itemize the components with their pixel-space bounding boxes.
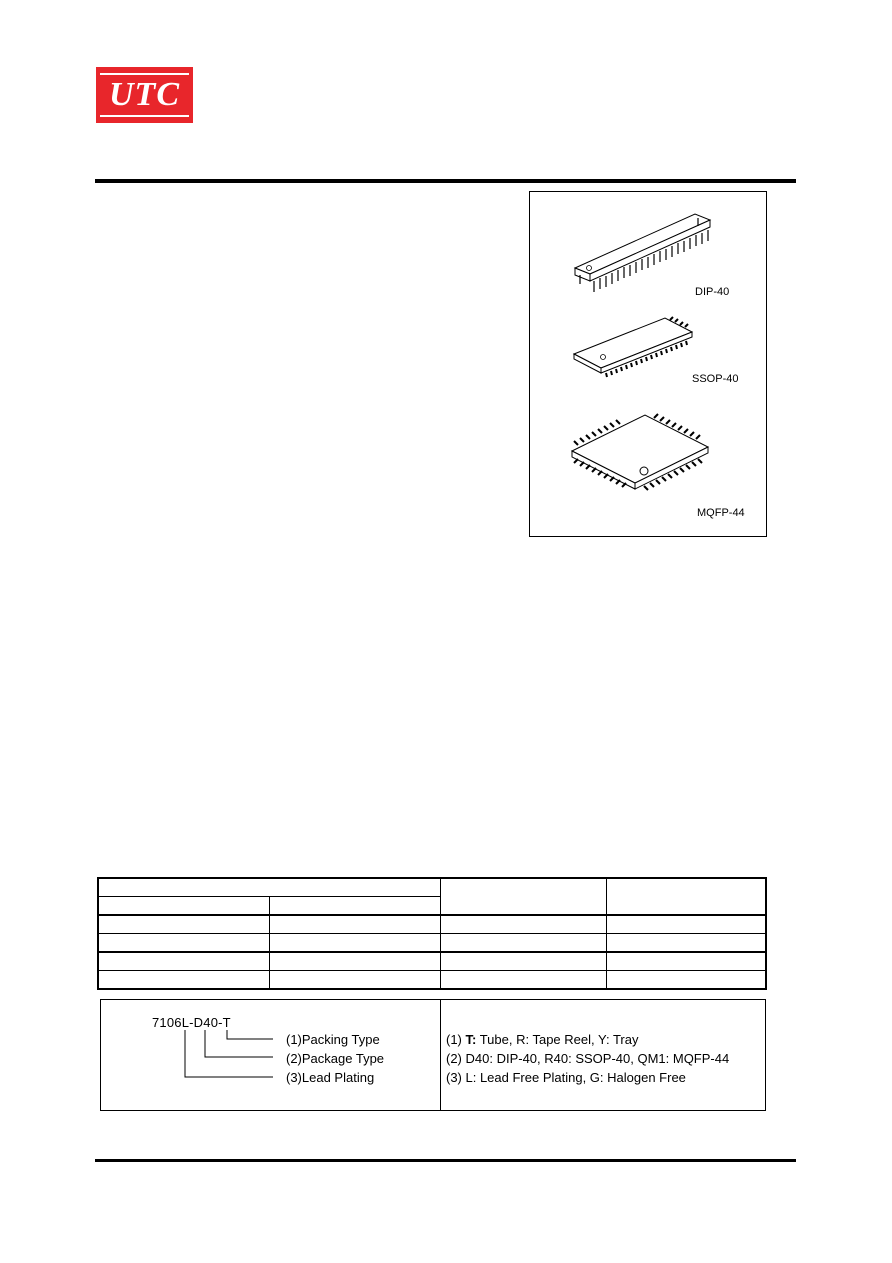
table-row (98, 971, 766, 990)
legend-package-type: (2)Package Type (286, 1051, 385, 1066)
note-rest: L: Lead Free Plating, G: Halogen Free (465, 1070, 686, 1085)
table-cell (441, 952, 606, 971)
table-cell (270, 897, 441, 916)
table-cell (270, 952, 441, 971)
table-cell (270, 915, 441, 934)
package-illustrations (529, 191, 767, 537)
dip-40-icon (570, 206, 720, 296)
note-package-type (446, 1052, 729, 1065)
dip-40-label: DIP-40 (695, 286, 730, 298)
table-row (98, 934, 766, 953)
legend-packing-type: (1)Packing Type (286, 1032, 380, 1047)
part-number-code: 7106L-D40-T (152, 1015, 231, 1030)
table-cell (270, 934, 441, 953)
note-rest: D40: DIP-40, R40: SSOP-40, QM1: MQFP-44 (465, 1051, 730, 1066)
table-cell (98, 934, 270, 953)
note-prefix: (1) (446, 1032, 466, 1047)
utc-logo-frame (100, 73, 189, 117)
table-cell (98, 878, 441, 897)
table-cell (606, 878, 766, 915)
table-cell (441, 934, 606, 953)
table-cell (270, 971, 441, 990)
utc-logo (96, 67, 193, 123)
ordering-table (97, 877, 767, 990)
ordering-code-box (100, 999, 766, 1111)
table-cell (98, 915, 270, 934)
note-prefix: (3) (446, 1070, 466, 1085)
legend-lead-plating: (3)Lead Plating (286, 1070, 375, 1085)
table-cell (606, 934, 766, 953)
note-prefix: (2) (446, 1051, 466, 1066)
table-cell (441, 878, 606, 915)
table-cell (441, 971, 606, 990)
table-cell (606, 915, 766, 934)
table-row (98, 915, 766, 934)
code-leader-lines (101, 1000, 441, 1112)
note-lead-plating (446, 1071, 686, 1084)
note-packing-type (446, 1033, 638, 1046)
table-cell (606, 952, 766, 971)
ssop-40-label: SSOP-40 (692, 373, 739, 385)
mqfp-44-label: MQFP-44 (697, 507, 745, 519)
table-cell (98, 971, 270, 990)
table-cell (606, 971, 766, 990)
note-bold: T: (465, 1032, 477, 1047)
table-row (98, 952, 766, 971)
table-cell (441, 915, 606, 934)
table-cell (98, 952, 270, 971)
table-cell (98, 897, 270, 916)
header-rule (95, 179, 796, 183)
utc-logo-text: UTC (109, 76, 180, 113)
footer-rule (95, 1159, 796, 1162)
note-rest: Tube, R: Tape Reel, Y: Tray (476, 1032, 639, 1047)
table-row (98, 878, 766, 897)
ssop-40-icon (570, 310, 700, 380)
mqfp-44-icon (560, 407, 720, 507)
